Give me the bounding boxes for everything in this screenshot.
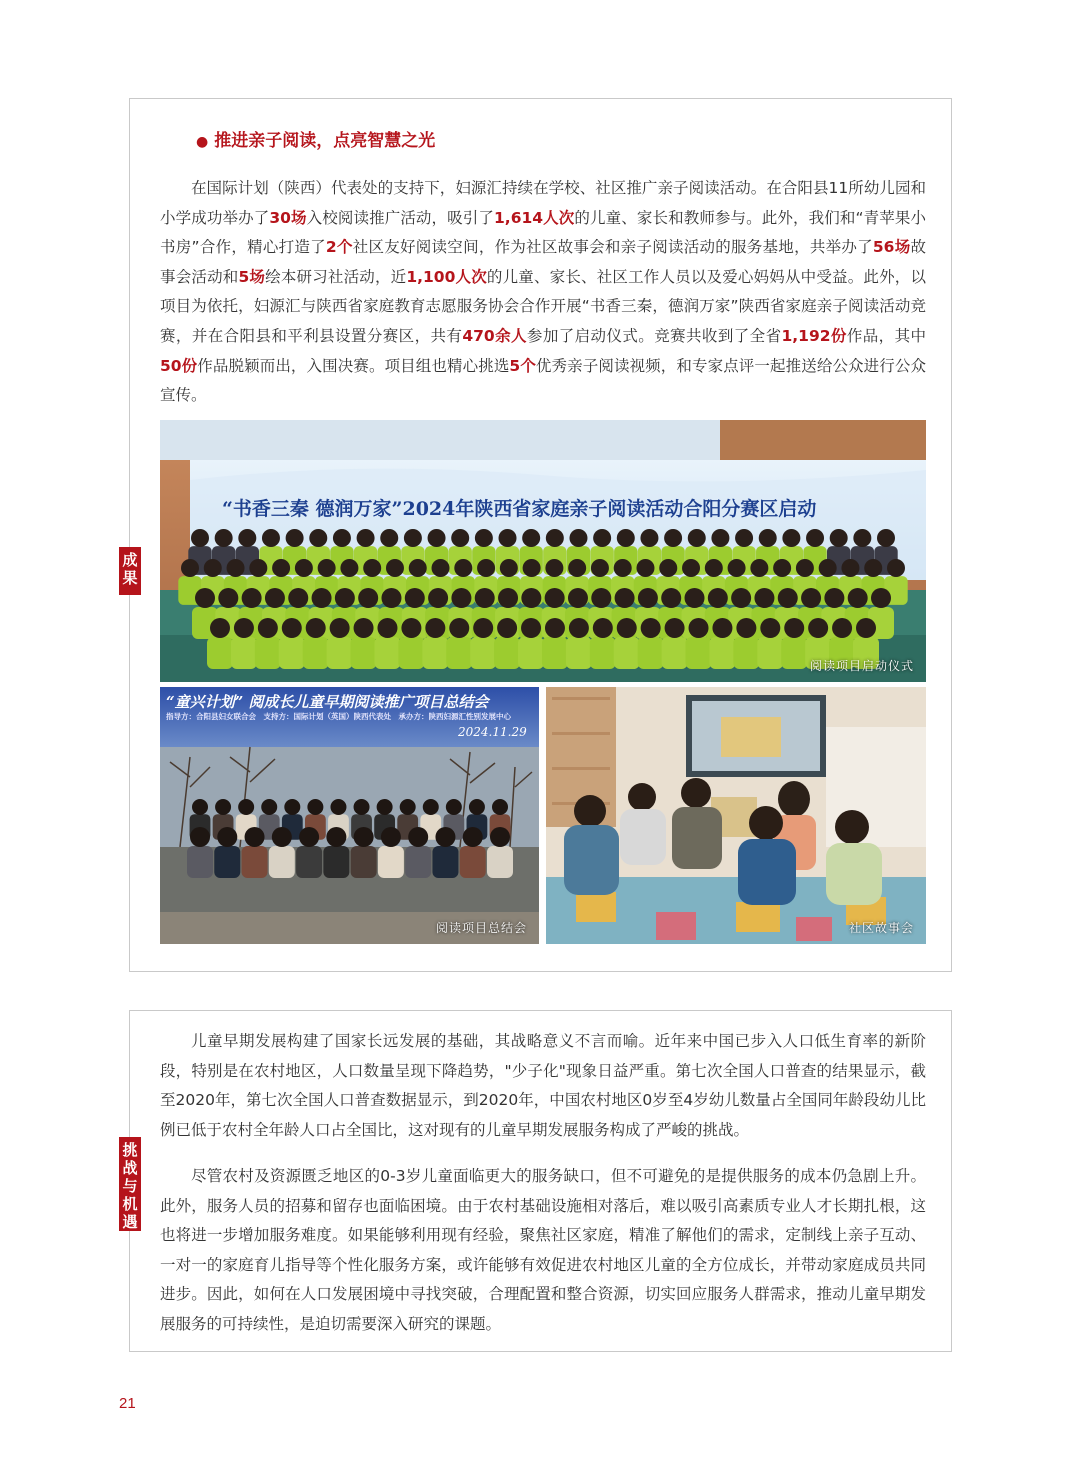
section-heading bbox=[196, 130, 435, 153]
challenges-paragraph-1: 儿童早期发展构建了国家长远发展的基础，其战略意义不言而喻。近年来中国已步入人口低生育率的新阶段，特别是在农村地区，人口数量呈现下降趋势，"少子化"现象日益严重。第七次全国人口普查的结果显示，截至2020年，第七次全国人口普查数据显示，到2020年，中国农村地区0岁至4岁幼儿数量占全国同年龄段幼儿比例已低于农村全年龄人口占全国比，这对现有的儿童早期发展服务构成了严峻的挑战。 bbox=[160, 1032, 926, 1139]
paragraph-text-segment: 绘本研习社活动，近 bbox=[265, 267, 407, 286]
story-time-photo bbox=[546, 687, 926, 944]
summary-banner-date: 2024.11.29 bbox=[458, 725, 527, 739]
story-photo-caption: 社区故事会 bbox=[848, 921, 914, 935]
highlighted-figure: 50份 bbox=[160, 356, 198, 375]
paragraph-text-segment: 在国际计划（陕西）代表处的支持下，妇源汇持续在学校、社区推广亲子阅读活动。在合阳县11所幼儿园和小学成功举办了 bbox=[160, 179, 926, 227]
highlighted-figure: 5个 bbox=[509, 356, 536, 375]
story-photo-illustration bbox=[546, 687, 926, 944]
challenges-side-tab bbox=[119, 1137, 141, 1231]
launch-ceremony-photo bbox=[160, 420, 926, 682]
section-heading-text: 推进亲子阅读，点亮智慧之光 bbox=[214, 131, 436, 151]
bullet-dot-icon: ● bbox=[196, 134, 209, 150]
page-number: 21 bbox=[119, 1395, 136, 1412]
paragraph-text-segment: 社区友好阅读空间，作为社区故事会和亲子阅读活动的服务基地，共举办了 bbox=[352, 238, 873, 257]
highlighted-figure: 30场 bbox=[269, 208, 307, 227]
results-side-tab bbox=[119, 547, 141, 595]
challenges-side-tab-label: 挑战与机遇 bbox=[122, 1141, 138, 1231]
paragraph-text-segment: 的儿童、家长和教师参与。此外，我们和“青苹果小书房”合作，精心打造了 bbox=[160, 208, 926, 257]
paragraph-text-segment: 优秀亲子阅读视频，和专家点评一起推送给公众进行公众宣传。 bbox=[160, 356, 926, 405]
highlighted-figure: 1,192份 bbox=[781, 326, 847, 345]
highlighted-figure: 470余人 bbox=[462, 326, 527, 345]
results-side-tab-label: 成果 bbox=[122, 551, 138, 587]
highlighted-figure: 56场 bbox=[872, 238, 911, 257]
results-paragraph bbox=[160, 174, 926, 411]
summary-photo-caption: 阅读项目总结会 bbox=[435, 921, 527, 935]
summary-banner-title: “童兴计划” 阅成长儿童早期阅读推广项目总结会 bbox=[166, 693, 489, 711]
paragraph-text-segment: 入校阅读推广活动，吸引了 bbox=[306, 208, 495, 227]
challenges-paragraph-2: 尽管农村及资源匮乏地区的0-3岁儿童面临更大的服务缺口，但不可避免的是提供服务的成本仍急剧上升。此外，服务人员的招募和留存也面临困境。由于农村基础设施相对落后，难以吸引高素质专业人才长期扎根，这也将进一步增加服务难度。如果能够利用现有经验，聚焦社区家庭，精准了解他们的需求，定制线上亲子互动、一对一的家庭育儿指导等个性化服务方案，或许能够有效促进农村地区儿童的全方位成长，并带动家庭成员共同进步。因此，如何在人口发展困境中寻找突破，合理配置和整合资源，切实回应服务人群需求，推动儿童早期发展服务的可持续性，是迫切需要深入研究的课题。 bbox=[160, 1167, 926, 1333]
paragraph-text-segment: 故事会活动和 bbox=[160, 238, 926, 286]
summary-meeting-photo bbox=[160, 687, 539, 944]
paragraph-text-segment: 的儿童、家长、社区工作人员以及爱心妈妈从中受益。此外，以项目为依托，妇源汇与陕西省家庭教育志愿服务协会合作开展“书香三秦，德润万家”陕西省家庭亲子阅读活动竞赛，并在合阳县和平利县设置分赛区，共有 bbox=[160, 267, 926, 345]
highlighted-figure: 2个 bbox=[325, 238, 353, 257]
launch-photo-caption: 阅读项目启动仪式 bbox=[809, 659, 914, 673]
paragraph-text-segment: 作品，其中 bbox=[846, 326, 926, 345]
highlighted-figure: 5场 bbox=[238, 267, 266, 286]
paragraph-text-segment: 作品脱颖而出，入围决赛。项目组也精心挑选 bbox=[197, 356, 510, 375]
paragraph-text-segment: 参加了启动仪式。竞赛共收到了全省 bbox=[526, 326, 782, 345]
summary-banner-subtitle: 指导方：合阳县妇女联合会 支持方：国际计划（英国）陕西代表处 承办方：陕西妇源汇性别发展中心 bbox=[166, 712, 511, 721]
highlighted-figure: 1,100人次 bbox=[406, 267, 487, 286]
launch-photo-illustration bbox=[160, 420, 926, 682]
launch-banner-text: “书香三秦 德润万家”2024年陕西省家庭亲子阅读活动合阳分赛区启动 bbox=[222, 498, 817, 520]
highlighted-figure: 1,614人次 bbox=[494, 208, 575, 227]
